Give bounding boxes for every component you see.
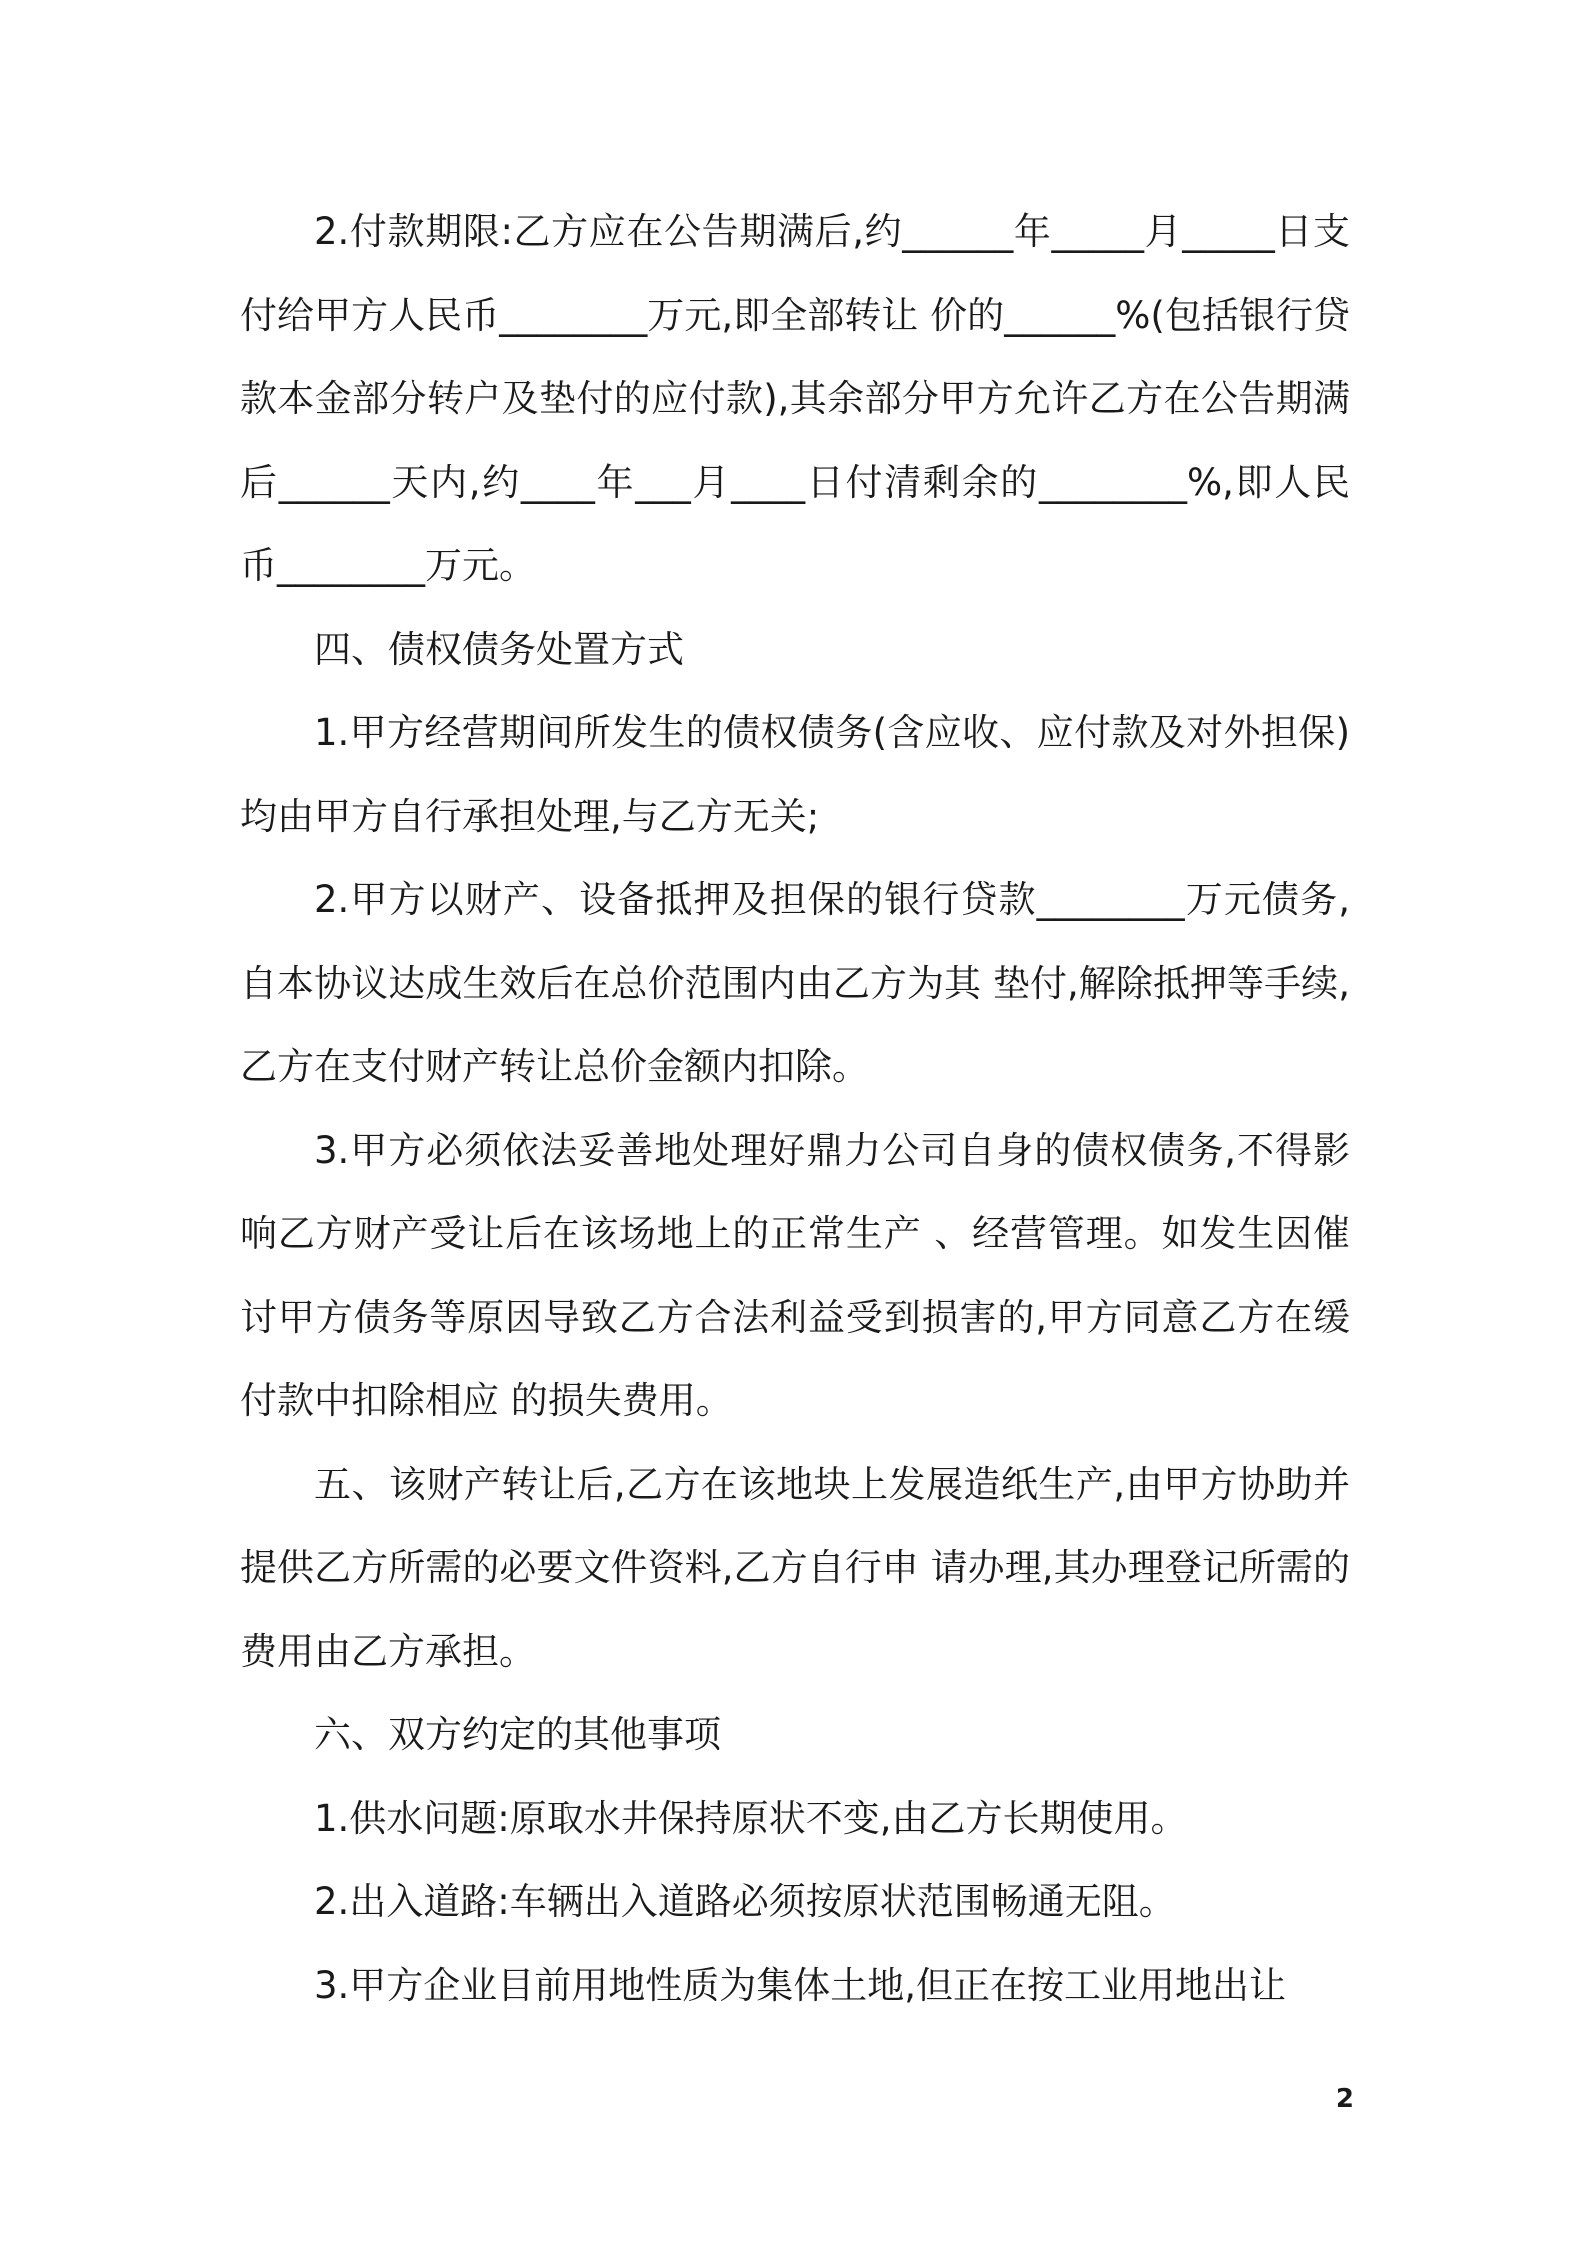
document-body	[240, 190, 1350, 2027]
paragraph-debt-item-1: 1.甲方经营期间所发生的债权债务(含应收、应付款及对外担保)均由甲方自行承担处理,与乙方无关;	[240, 711, 1350, 838]
paragraph-debt-item-2: 2.甲方以财产、设备抵押及担保的银行贷款________万元债务,自本协议达成生效后在总价范围内由乙方为其 垫付,解除抵押等手续,乙方在支付财产转让总价金额内扣除。	[240, 878, 1350, 1088]
paragraph-payment-terms: 2.付款期限:乙方应在公告期满后,约______年_____月_____日支付给甲方人民币________万元,即全部转让 价的______%(包括银行贷款本金部分转户及垫付的应付款),其余部分甲方允许乙方在公告期满后______天内,约____年___月____日付清剩余的________%,即人民币________万元。	[240, 210, 1350, 587]
paragraph-other-item-3: 3.甲方企业目前用地性质为集体土地,但正在按工业用地出让	[314, 1963, 1287, 2007]
paragraph-debt-item-3: 3.甲方必须依法妥善地处理好鼎力公司自身的债权债务,不得影响乙方财产受让后在该场地上的正常生产 、经营管理。如发生因催讨甲方债务等原因导致乙方合法利益受到损害的,甲方同意乙方在缓付款中扣除相应 的损失费用。	[240, 1128, 1350, 1422]
paragraph-other-item-2: 2.出入道路:车辆出入道路必须按原状范围畅通无阻。	[314, 1880, 1176, 1923]
paragraph-section-five: 五、该财产转让后,乙方在该地块上发展造纸生产,由甲方协助并提供乙方所需的必要文件资料,乙方自行申 请办理,其办理登记所需的费用由乙方承担。	[240, 1462, 1350, 1673]
paragraph-other-item-1: 1.供水问题:原取水井保持原状不变,由乙方长期使用。	[314, 1796, 1188, 1840]
section-heading-debt-disposal: 四、债权债务处置方式	[314, 627, 684, 671]
section-heading-other-matters: 六、双方约定的其他事项	[314, 1713, 721, 1756]
page-number: 2	[1335, 2084, 1354, 2114]
